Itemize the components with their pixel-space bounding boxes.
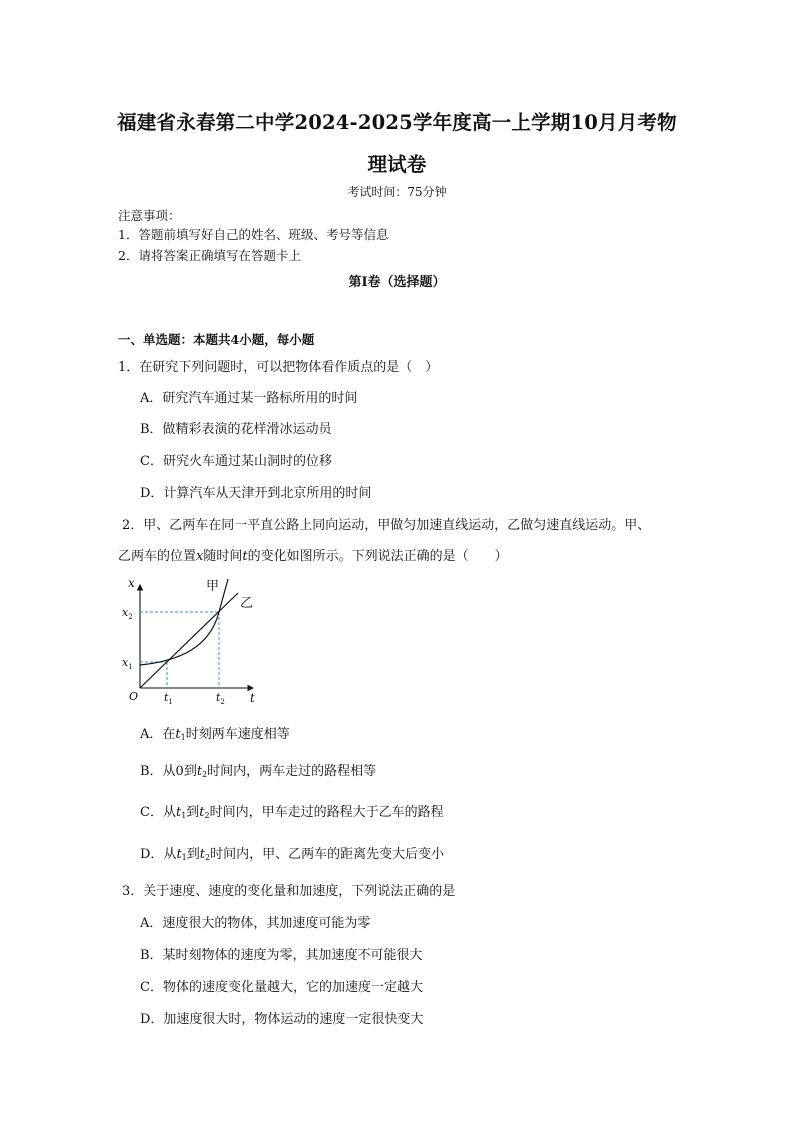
curve-label-yi: 乙	[240, 596, 254, 611]
part-heading: 第I卷（选择题）	[348, 275, 446, 290]
axis-x-label: t	[250, 691, 255, 705]
question-3-option-a: A．速度很大的物体，其加速度可能为零	[140, 916, 371, 931]
line-yi	[140, 593, 238, 688]
tick-t1: $t_1$	[164, 691, 173, 705]
curve-label-jia: 甲	[206, 579, 220, 594]
exam-time: 考试时间：75分钟	[347, 185, 447, 199]
question-2-option-a: A．在$t_1$时刻两车速度相等	[140, 727, 290, 742]
question-3-option-c: C．物体的速度变化量越大，它的加速度一定越大	[140, 980, 423, 995]
tick-t2: $t_2$	[216, 691, 225, 705]
question-1-option-d: D．计算汽车从天津开到北京所用的时间	[140, 486, 372, 501]
question-2-stem-line2: 乙两车的位置x随时间t的变化如图所示。下列说法正确的是（ ）	[118, 549, 508, 564]
question-3-option-b: B．某时刻物体的速度为零，其加速度不可能很大	[140, 948, 423, 963]
question-3-stem: 3．关于速度、速度的变化量和加速度，下列说法正确的是	[122, 884, 456, 899]
tick-x1: $x_1$	[122, 656, 133, 671]
question-3-option-d: D．加速度很大时，物体运动的速度一定很快变大	[140, 1012, 424, 1027]
notes-heading: 注意事项：	[118, 208, 181, 223]
note-item-2: 2．请将答案正确填写在答题卡上	[118, 248, 301, 263]
question-2-option-b: B．从0到$t_2$时间内，两车走过的路程相等	[140, 764, 377, 779]
exam-title-line1: 福建省永春第二中学2024-2025学年度高一上学期10月月考物	[117, 111, 677, 134]
question-1-option-c: C．研究火车通过某山洞时的位移	[140, 454, 332, 469]
origin-label: O	[129, 690, 139, 703]
tick-x2: $x_2$	[122, 606, 133, 621]
question-2-option-d: D．从$t_1$到$t_2$时间内，甲、乙两车的距离先变大后变小	[140, 847, 445, 862]
axis-y-label: x	[128, 576, 135, 590]
question-2-stem-line1: 2．甲、乙两车在同一平直公路上同向运动，甲做匀加速直线运动，乙做匀速直线运动。甲、	[122, 518, 651, 533]
question-1-option-b: B．做精彩表演的花样滑冰运动员	[140, 422, 332, 437]
section-heading: 一、单选题：本题共4小题，每小题	[118, 332, 315, 347]
question-1-stem: 1．在研究下列问题时，可以把物体看作质点的是（ ）	[118, 360, 439, 375]
question-2-option-c: C．从$t_1$到$t_2$时间内，甲车走过的路程大于乙车的路程	[140, 805, 444, 820]
question-1-option-a: A．研究汽车通过某一路标所用的时间	[140, 391, 358, 406]
note-item-1: 1．答题前填写好自己的姓名、班级、考号等信息	[118, 227, 389, 242]
exam-title-line2: 理试卷	[367, 153, 427, 176]
position-time-graph	[120, 575, 265, 705]
